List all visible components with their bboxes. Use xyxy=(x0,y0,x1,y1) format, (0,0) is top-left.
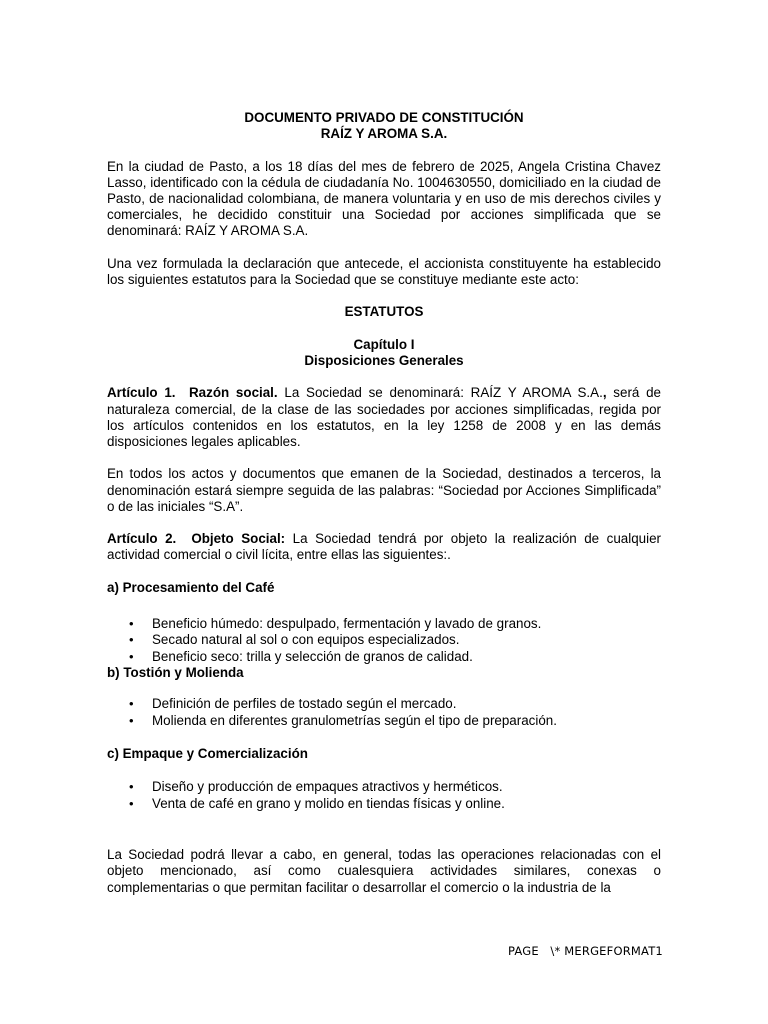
list-item-text: Beneficio seco: trilla y selección de granos de calidad. xyxy=(152,648,473,664)
section-c-list xyxy=(107,779,661,812)
article-1-comma: , xyxy=(602,385,607,401)
statutes-heading: ESTATUTOS xyxy=(344,304,424,320)
section-b-list xyxy=(107,696,661,729)
list-item xyxy=(107,713,661,729)
bullet-icon: • xyxy=(129,632,134,648)
article-1-text-end: será de naturaleza comercial, de la clase de las sociedades por acciones simplificadas, regida por los artículos contenidos en los estatutos, en la ley 1258 de 2008 y en las demás disposiciones legales aplicables. xyxy=(107,385,661,449)
article-1-name: Razón social. xyxy=(189,385,278,401)
closing-paragraph: La Sociedad podrá llevar a cabo, en general, todas las operaciones relacionadas con el objeto mencionado, así como cualesquiera actividades similares, conexas o complementarias o que permitan facilitar o desarrollar el comercio o la industria de la xyxy=(107,847,661,895)
list-item-text: Beneficio húmedo: despulpado, fermentación y lavado de granos. xyxy=(152,615,542,631)
intro-paragraph: En la ciudad de Pasto, a los 18 días del mes de febrero de 2025, Angela Cristina Chavez Lasso, identificado con la cédula de ciudadanía No. 1004630550, domiciliado en la ciudad de Pasto, de nacionalidad colombiana, de manera voluntaria y en uso de mis derechos civiles y comerciales, he decidido constituir una Sociedad por acciones simplificada que se denominará: RAÍZ Y AROMA S.A. xyxy=(107,158,661,239)
bullet-icon: • xyxy=(129,779,134,795)
document-body xyxy=(107,110,661,912)
bullet-icon: • xyxy=(129,696,134,712)
article-2-label: Artículo 2. xyxy=(107,531,177,547)
list-item xyxy=(107,649,661,665)
list-item-text: Diseño y producción de empaques atractivos y herméticos. xyxy=(152,779,503,795)
article-2-name: Objeto Social: xyxy=(191,531,286,547)
list-item-text: Secado natural al sol o con equipos especializados. xyxy=(152,632,460,648)
list-item xyxy=(107,616,661,632)
list-item xyxy=(107,696,661,712)
list-item xyxy=(107,779,661,795)
article-1-paragraph xyxy=(107,385,661,450)
company-name-title: RAÍZ Y AROMA S.A. xyxy=(320,126,448,142)
article-1-label: Artículo 1. xyxy=(107,385,176,401)
bullet-icon: • xyxy=(129,712,134,728)
list-item-text: Venta de café en grano y molido en tiendas físicas y online. xyxy=(152,795,505,811)
page-number-field: PAGE \* MERGEFORMAT1 xyxy=(508,944,663,958)
article-1-second-paragraph: En todos los actos y documentos que emanen de la Sociedad, destinados a terceros, la denominación estará siempre seguida de las palabras: “Sociedad por Acciones Simplificada” o de las iniciales “S.A”. xyxy=(107,466,661,514)
chapter-title: Disposiciones Generales xyxy=(304,352,464,368)
section-a-heading: a) Procesamiento del Café xyxy=(107,579,275,595)
document-title: DOCUMENTO PRIVADO DE CONSTITUCIÓN xyxy=(244,110,524,125)
list-item-text: Molienda en diferentes granulometrías según el tipo de preparación. xyxy=(152,712,557,728)
bullet-icon: • xyxy=(129,648,134,664)
declaration-paragraph: Una vez formulada la declaración que antecede, el accionista constituyente ha establecido los siguientes estatutos para la Sociedad que se constituye mediante este acto: xyxy=(107,255,661,287)
section-b-heading: b) Tostión y Molienda xyxy=(107,665,244,681)
chapter-number: Capítulo I xyxy=(353,336,415,352)
bullet-icon: • xyxy=(129,795,134,811)
bullet-icon: • xyxy=(129,615,134,631)
article-1-text-start: La Sociedad se denominará: RAÍZ Y AROMA S.A. xyxy=(277,385,603,401)
article-2-paragraph xyxy=(107,531,661,563)
list-item xyxy=(107,632,661,648)
list-item xyxy=(107,796,661,812)
section-a-list xyxy=(107,616,661,665)
list-item-text: Definición de perfiles de tostado según el mercado. xyxy=(152,696,457,712)
article-2-text: La Sociedad tendrá por objeto la realización de cualquier actividad comercial o civil lícita, entre ellas las siguientes:. xyxy=(107,531,661,563)
section-c-heading: c) Empaque y Comercialización xyxy=(107,746,308,762)
